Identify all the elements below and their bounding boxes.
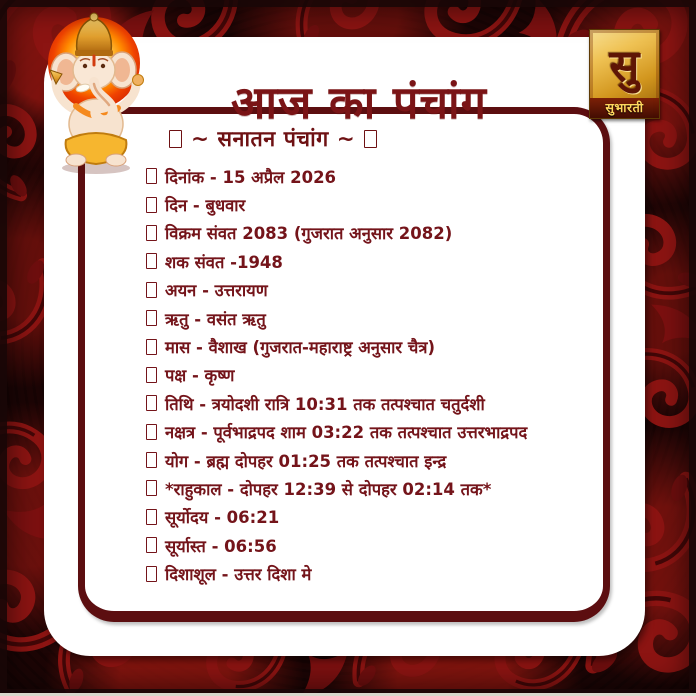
panchang-item — [146, 276, 598, 304]
page-title: आज का पंचांग — [230, 75, 488, 129]
channel-logo — [589, 29, 660, 119]
missing-emoji-box-icon — [146, 566, 157, 582]
panchang-item-text: तिथि - त्रयोदशी रात्रि 10:31 तक तत्पश्चात चतुर्दशी — [165, 394, 485, 414]
missing-emoji-box-icon — [146, 424, 157, 440]
panchang-item-text: *राहुकाल - दोपहर 12:39 से दोपहर 02:14 तक* — [165, 479, 492, 499]
missing-emoji-box-icon — [146, 395, 157, 411]
missing-emoji-box-icon — [146, 537, 157, 553]
panchang-item — [146, 474, 598, 502]
panchang-item-text: दिन - बुधवार — [165, 196, 246, 216]
panchang-item — [146, 190, 598, 218]
missing-emoji-box-icon — [146, 452, 157, 468]
missing-emoji-box-icon — [146, 282, 157, 298]
panchang-item — [146, 162, 598, 190]
logo-monogram: सु — [609, 41, 640, 92]
panchang-item-text: शक संवत -1948 — [165, 252, 283, 272]
panchang-item-text: मास - वैशाख (गुजरात-महाराष्ट्र अनुसार चैत्र) — [165, 338, 436, 358]
missing-emoji-box-icon — [146, 339, 157, 355]
logo-name: सुभारती — [590, 98, 659, 118]
panchang-item-text: विक्रम संवत 2083 (गुजरात अनुसार 2082) — [165, 224, 453, 244]
panchang-list-section — [146, 124, 598, 588]
panchang-item-text: ऋतु - वसंत ऋतु — [165, 309, 266, 329]
missing-emoji-box-icon — [146, 197, 157, 213]
panchang-item — [146, 531, 598, 559]
panchang-item — [146, 446, 598, 474]
missing-emoji-box-icon — [146, 367, 157, 383]
panchang-item-text: अयन - उत्तरायण — [165, 281, 268, 301]
panchang-items — [146, 162, 598, 588]
panchang-item-text: दिशाशूल - उत्तर दिशा मे — [165, 565, 312, 585]
missing-emoji-box-icon — [169, 130, 182, 148]
missing-emoji-box-icon — [146, 225, 157, 241]
missing-emoji-box-icon — [146, 480, 157, 496]
panchang-item — [146, 247, 598, 275]
missing-emoji-box-icon — [146, 253, 157, 269]
ganesha-illustration — [32, 8, 164, 176]
panchang-item — [146, 219, 598, 247]
panchang-item — [146, 361, 598, 389]
list-heading-text: ~ सनातन पंचांग ~ — [191, 127, 356, 152]
panchang-item-text: पक्ष - कृष्ण — [165, 366, 235, 386]
panchang-item — [146, 418, 598, 446]
panchang-item — [146, 503, 598, 531]
panchang-item — [146, 559, 598, 587]
panchang-item-text: नक्षत्र - पूर्वभाद्रपद शाम 03:22 तक तत्पश्चात उत्तरभाद्रपद — [165, 423, 528, 443]
panchang-item-text: सूर्योदय - 06:21 — [165, 508, 280, 528]
panchang-item-text: योग - ब्रह्म दोपहर 01:25 तक तत्पश्चात इन्द्र — [165, 451, 447, 471]
panchang-item-text: दिनांक - 15 अप्रैल 2026 — [165, 167, 337, 187]
panchang-item — [146, 304, 598, 332]
panchang-item-text: सूर्यास्त - 06:56 — [165, 536, 277, 556]
missing-emoji-box-icon — [364, 130, 377, 148]
panchang-item — [146, 332, 598, 360]
panchang-item — [146, 389, 598, 417]
missing-emoji-box-icon — [146, 310, 157, 326]
missing-emoji-box-icon — [146, 509, 157, 525]
